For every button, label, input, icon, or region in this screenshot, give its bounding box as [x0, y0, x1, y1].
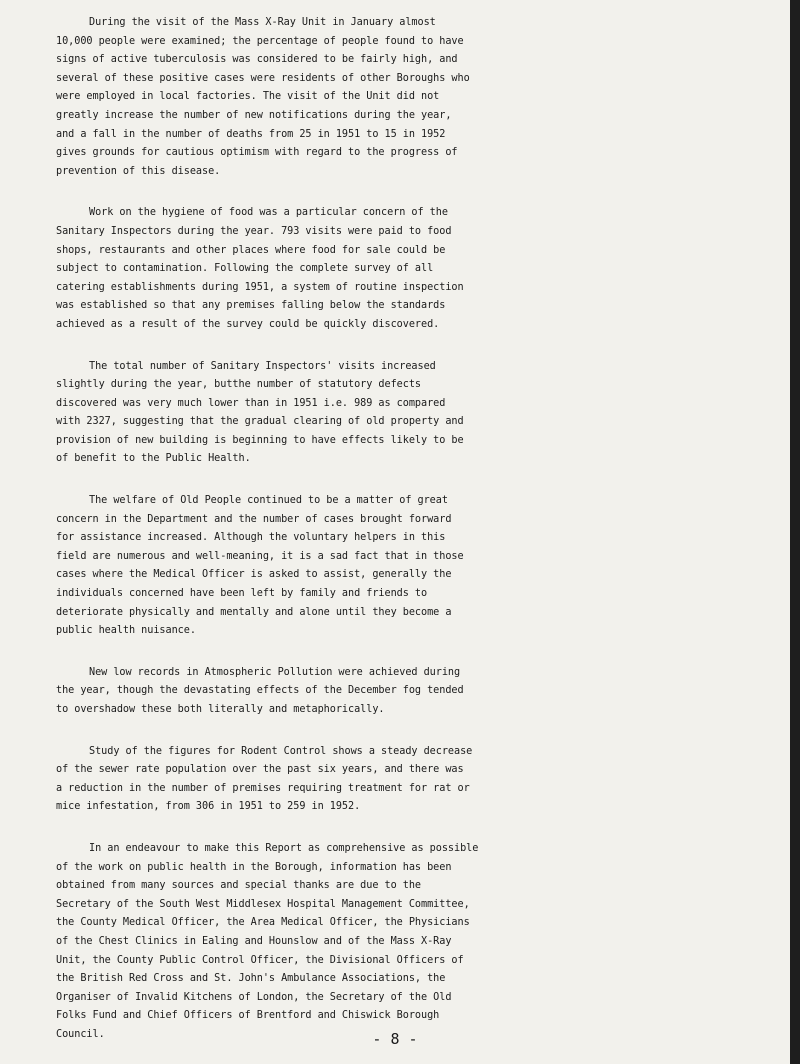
text-line: Study of the figures for Rodent Control shows a steady decrease	[89, 745, 473, 757]
text-line: Organiser of Invalid Kitchens of London, the Secretary of the Old	[56, 991, 452, 1003]
text-line: Work on the hygiene of food was a particular concern of the	[89, 207, 448, 219]
text-line: gives grounds for cautious optimism with regard to the progress of	[56, 147, 458, 159]
text-line: several of these positive cases were residents of other Boroughs who	[56, 72, 470, 84]
text-line: achieved as a result of the survey could be quickly discovered.	[56, 318, 440, 330]
page-number: - 8 -	[372, 1030, 418, 1048]
paragraph-7	[56, 840, 776, 1045]
text-line: provision of new building is beginning to have effects likely to be	[56, 434, 464, 446]
text-line: Sanitary Inspectors during the year. 793 visits were paid to food	[56, 225, 452, 237]
text-line: discovered was very much lower than in 1951 i.e. 989 as compared	[56, 397, 446, 409]
text-line: for assistance increased. Although the voluntary helpers in this	[56, 532, 446, 544]
text-line: During the visit of the Mass X-Ray Unit in January almost	[89, 17, 436, 28]
text-line: The welfare of Old People continued to be a matter of great	[89, 495, 448, 507]
text-line: Secretary of the South West Middlesex Hospital Management Committee,	[56, 898, 470, 910]
text-line: 10,000 people were examined; the percentage of people found to have	[56, 35, 464, 47]
text-line: The total number of Sanitary Inspectors' visits increased	[89, 360, 436, 372]
text-line: mice infestation, from 306 in 1951 to 259 in 1952.	[56, 801, 361, 813]
text-line: cases where the Medical Officer is asked to assist, generally the	[56, 569, 452, 581]
text-line: the year, though the devastating effects of the December fog tended	[56, 685, 464, 697]
text-line: greatly increase the number of new notifications during the year,	[56, 109, 452, 121]
paragraph-2	[56, 204, 776, 334]
paragraph-6	[56, 743, 776, 817]
paragraph-5	[56, 664, 776, 720]
text-line: were employed in local factories. The visit of the Unit did not	[56, 91, 440, 103]
text-line: the British Red Cross and St. John's Ambulance Associations, the	[56, 973, 446, 985]
text-line: slightly during the year, butthe number of statutory defects	[56, 379, 422, 391]
text-line: the County Medical Officer, the Area Medical Officer, the Physicians	[56, 917, 470, 929]
text-line: subject to contamination. Following the complete survey of all	[56, 263, 434, 275]
text-line: field are numerous and well-meaning, it is a sad fact that in those	[56, 550, 464, 562]
text-line: Unit, the County Public Control Officer, the Divisional Officers of	[56, 954, 464, 966]
text-line: concern in the Department and the number of cases brought forward	[56, 513, 452, 525]
text-line: New low records in Atmospheric Pollution were achieved during	[89, 666, 461, 678]
text-line: of the Chest Clinics in Ealing and Hounslow and of the Mass X-Ray	[56, 935, 452, 947]
text-line: Folks Fund and Chief Officers of Brentford and Chiswick Borough	[56, 1010, 440, 1022]
paragraph-4	[56, 492, 776, 641]
text-line: and a fall in the number of deaths from 25 in 1951 to 15 in 1952	[56, 128, 446, 140]
text-line: shops, restaurants and other places where food for sale could be	[56, 244, 446, 256]
text-line: with 2327, suggesting that the gradual clearing of old property and	[56, 416, 464, 428]
text-line: was established so that any premises falling below the standards	[56, 300, 446, 312]
text-line: In an endeavour to make this Report as comprehensive as possible	[89, 842, 479, 854]
text-line: of the sewer rate population over the past six years, and there was	[56, 764, 464, 776]
text-line: Council.	[56, 1028, 105, 1040]
text-line: individuals concerned have been left by family and friends to	[56, 588, 428, 600]
text-line: public health nuisance.	[56, 625, 196, 637]
text-line: of the work on public health in the Borough, information has been	[56, 861, 452, 873]
page-edge-shadow	[790, 0, 800, 1064]
paragraph-3	[56, 358, 776, 470]
text-line: of benefit to the Public Health.	[56, 453, 251, 465]
text-line: signs of active tuberculosis was considered to be fairly high, and	[56, 54, 458, 66]
paragraph-1	[56, 14, 776, 181]
text-line: obtained from many sources and special thanks are due to the	[56, 880, 422, 892]
text-line: prevention of this disease.	[56, 165, 221, 177]
text-line: to overshadow these both literally and metaphorically.	[56, 704, 385, 715]
text-line: a reduction in the number of premises requiring treatment for rat or	[56, 782, 470, 794]
text-line: deteriorate physically and mentally and alone until they become a	[56, 606, 452, 618]
body-text	[56, 14, 776, 1045]
text-line: catering establishments during 1951, a system of routine inspection	[56, 281, 464, 293]
